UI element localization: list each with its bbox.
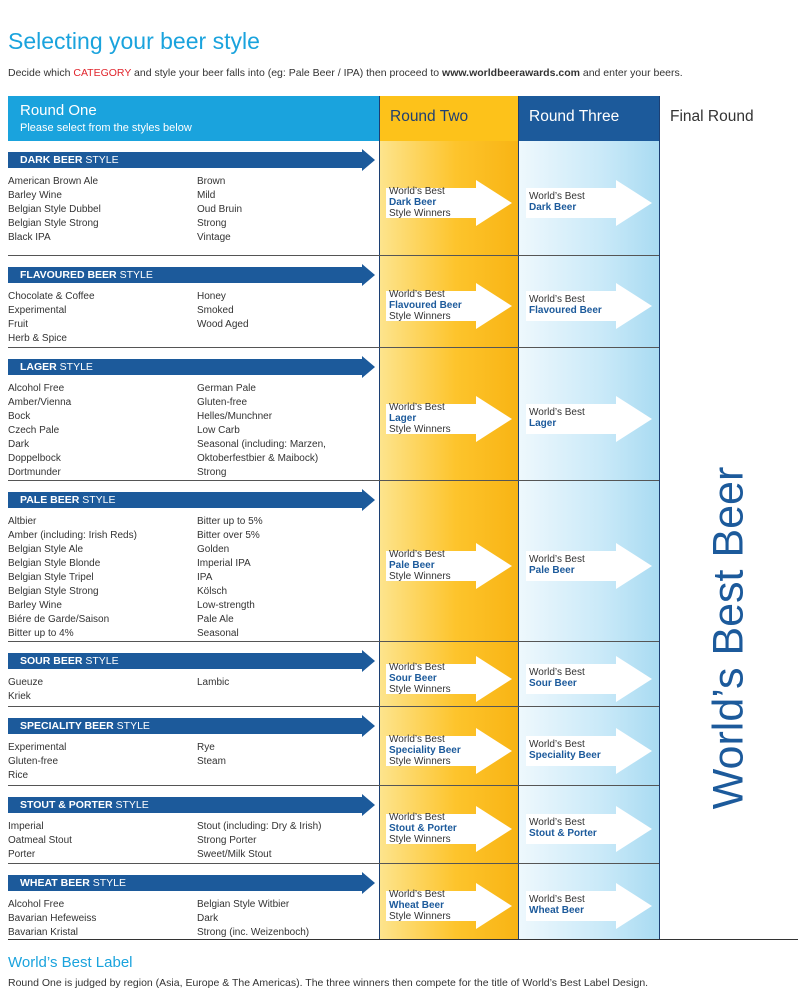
round-winner-name: Sour Beer [529,678,577,689]
final-round-text: World’s Best Beer [704,466,753,810]
style-item[interactable]: Golden [197,544,230,555]
style-list [197,515,263,641]
round-two-header [380,96,518,141]
style-item[interactable]: Imperial IPA [197,558,251,569]
style-item[interactable]: Gluten-free [8,756,59,767]
round-winner-name: Flavoured Beer [389,300,462,311]
style-header-bar [8,715,375,737]
beer-style-grid [8,96,798,940]
round-winner-name: Dark Beer [529,202,577,213]
style-header-bar [8,872,375,894]
round-label-line: Style Winners [389,311,451,322]
style-suffix: STYLE [113,720,150,732]
style-header-label [20,269,153,281]
style-item[interactable]: Low Carb [197,425,240,436]
style-item[interactable]: Czech Pale [8,425,60,436]
style-list [197,382,326,480]
round-winner-name: Dark Beer [389,197,437,208]
style-item[interactable]: Strong [197,218,227,229]
round-three-text [529,191,585,213]
style-item[interactable]: Steam [197,756,226,767]
round-winner-name: Wheat Beer [389,900,445,911]
round-two-text [389,186,451,219]
style-item[interactable]: Oud Bruin [197,204,243,215]
style-item[interactable]: Amber (including: Irish Reds) [8,530,137,541]
round-two-text [389,402,451,435]
round-label-line: World’s Best [389,662,445,673]
style-section [8,256,659,348]
round-one-header [8,96,379,141]
style-header-bar [8,149,375,171]
style-section [8,642,659,707]
style-item[interactable]: Stout (including: Dry & Irish) [197,821,322,832]
intro-post: and enter your beers. [579,67,683,79]
style-item[interactable]: IPA [197,572,213,583]
style-header-bar [8,264,375,286]
style-item[interactable]: Dortmunder [8,467,61,478]
style-item[interactable]: Gluten-free [197,397,248,408]
style-item[interactable]: Bitter up to 4% [8,628,74,639]
style-header-label [20,877,126,889]
round-two-text [389,289,462,322]
style-section [8,481,659,642]
style-list [197,290,249,332]
final-round-title: Final Round [670,108,754,125]
round-winner-name: Wheat Beer [529,905,585,916]
style-item[interactable]: Low-strength [197,600,255,611]
round-winner-name: Speciality Beer [529,750,601,761]
style-item[interactable]: Belgian Style Strong [8,586,99,597]
style-item[interactable]: Honey [197,291,226,302]
style-item[interactable]: Alcohol Free [8,899,65,910]
bottom-rule [8,939,798,940]
style-list [8,175,101,245]
style-header-bar [8,794,375,816]
style-item[interactable]: Mild [197,190,216,201]
style-item[interactable]: Oatmeal Stout [8,835,72,846]
style-item[interactable]: Brown [197,176,226,187]
style-item[interactable]: Smoked [197,305,234,316]
round-label-line: Style Winners [389,834,451,845]
style-section [8,141,659,256]
style-item[interactable]: Porter [8,849,36,860]
style-item[interactable]: Imperial [8,821,44,832]
style-item[interactable]: Belgian Style Blonde [8,558,101,569]
style-item[interactable]: Sweet/Milk Stout [197,849,272,860]
style-section [8,786,659,864]
round-label-line: World’s Best [529,894,585,905]
style-item[interactable]: Amber/Vienna [8,397,72,408]
round-label-line: World’s Best [389,889,445,900]
style-item[interactable]: Rice [8,770,29,781]
intro-text [8,67,683,79]
round-label-line: World’s Best [529,294,585,305]
round-label-line: World’s Best [389,402,445,413]
round-three-text [529,667,585,689]
label-section-text: Round One is judged by region (Asia, Europe & The Americas). The three winners then compete for the title of World’s Best Label Design. [8,977,649,989]
style-list [197,741,226,769]
style-item[interactable]: Experimental [8,305,67,316]
style-item[interactable]: Oktoberfestbier & Maibock) [197,453,319,464]
round-label-line: World’s Best [529,554,585,565]
style-section [8,864,659,940]
style-suffix: STYLE [116,269,153,281]
style-section [8,348,659,481]
round-three-text [529,739,601,761]
style-item[interactable]: Seasonal [197,628,239,639]
round-three-text [529,407,585,429]
style-header-bar [8,356,375,378]
style-item[interactable]: Belgian Style Tripel [8,572,94,583]
style-item[interactable]: Doppelbock [8,453,61,464]
intro-mid: and style your beer falls into (eg: Pale Beer / IPA) then proceed to [131,67,443,79]
round-label-line: World’s Best [529,191,585,202]
divider-line [659,96,660,940]
style-list [197,898,309,940]
style-item[interactable]: Strong [197,467,227,478]
style-list [8,820,72,862]
label-section-title: World’s Best Label [8,954,133,971]
style-item[interactable]: Belgian Style Ale [8,544,84,555]
round-two-title: Round Two [390,108,469,125]
round-one-subtitle: Please select from the styles below [20,122,192,134]
style-item[interactable]: Barley Wine [8,190,62,201]
style-item[interactable]: Dark [8,439,30,450]
style-list [8,898,96,940]
round-label-line: World’s Best [529,667,585,678]
style-suffix: STYLE [56,361,93,373]
style-item[interactable]: Bavarian Kristal [8,927,79,938]
style-header-label [20,494,116,506]
round-label-line: World’s Best [529,407,585,418]
style-item[interactable]: German Pale [197,383,256,394]
round-label-line: World’s Best [389,812,445,823]
page-title: Selecting your beer style [8,28,260,54]
style-item[interactable]: Barley Wine [8,600,62,611]
round-winner-name: Flavoured Beer [529,305,602,316]
intro-category: CATEGORY [73,67,132,79]
style-item[interactable]: American Brown Ale [8,176,99,187]
intro-pre: Decide which [8,67,74,79]
style-item[interactable]: Belgian Style Strong [8,218,99,229]
round-winner-name: Stout & Porter [529,828,597,839]
round-three-header [519,96,659,141]
round-winner-name: Stout & Porter [389,823,457,834]
style-header-label [20,154,119,166]
round-label-line: World’s Best [389,289,445,300]
style-item[interactable]: Biére de Garde/Saison [8,614,110,625]
style-name: SOUR BEER [20,655,83,667]
style-item[interactable]: Bavarian Hefeweiss [8,913,97,924]
style-suffix: STYLE [82,154,119,166]
round-three-text [529,554,585,576]
style-header-label [20,361,93,373]
style-list [197,175,242,245]
style-suffix: STYLE [89,877,126,889]
style-item[interactable]: Wood Aged [197,319,249,330]
round-label-line: World’s Best [529,817,585,828]
style-header-label [20,799,149,811]
round-label-line: Style Winners [389,684,451,695]
style-item[interactable]: Vintage [197,232,231,243]
style-item[interactable]: Bock [8,411,31,422]
round-three-text [529,894,585,916]
round-two-text [389,549,451,582]
style-list [8,515,137,641]
round-three-text [529,817,597,839]
style-item[interactable]: Fruit [8,319,28,330]
style-name: STOUT & PORTER [20,799,113,811]
style-item[interactable]: Experimental [8,742,67,753]
style-name: PALE BEER [20,494,80,506]
style-item[interactable]: Belgian Style Witbier [197,899,290,910]
style-list [8,290,95,346]
style-item[interactable]: Altbier [8,516,37,527]
round-label-line: Style Winners [389,208,451,219]
intro-url[interactable]: www.worldbeerawards.com [442,67,580,79]
style-name: WHEAT BEER [20,877,90,889]
style-suffix: STYLE [112,799,149,811]
round-label-line: World’s Best [389,734,445,745]
style-header-label [20,720,150,732]
style-header-bar [8,650,375,672]
round-two-text [389,812,457,845]
style-item[interactable]: Herb & Spice [8,333,67,344]
round-label-line: Style Winners [389,756,451,767]
style-item[interactable]: Strong (inc. Weizenboch) [197,927,310,938]
style-suffix: STYLE [79,494,116,506]
final-round-header [660,96,798,141]
style-item[interactable]: Kölsch [197,586,228,597]
style-name: DARK BEER [20,154,83,166]
round-winner-name: Sour Beer [389,673,437,684]
style-item[interactable]: Pale Ale [197,614,234,625]
style-suffix: STYLE [82,655,119,667]
style-item[interactable]: Belgian Style Dubbel [8,204,101,215]
style-item[interactable]: Helles/Munchner [197,411,273,422]
style-item[interactable]: Bitter over 5% [197,530,260,541]
round-label-line: Style Winners [389,424,451,435]
round-label-line: Style Winners [389,571,451,582]
round-two-text [389,889,451,922]
style-item[interactable]: Rye [197,742,215,753]
style-list [197,676,229,690]
style-item[interactable]: Dark [197,913,219,924]
style-item[interactable]: Chocolate & Coffee [8,291,95,302]
style-section [8,707,659,786]
style-list [197,820,322,862]
style-item[interactable]: Bitter up to 5% [197,516,263,527]
style-header-bar [8,489,375,511]
style-list [8,676,43,704]
style-list [8,741,66,783]
round-winner-name: Pale Beer [389,560,435,571]
style-item[interactable]: Gueuze [8,677,44,688]
style-item[interactable]: Kriek [8,691,31,702]
round-winner-name: Lager [389,413,417,424]
style-name: LAGER [20,361,57,373]
style-header-label [20,655,119,667]
style-item[interactable]: Seasonal (including: Marzen, [197,439,326,450]
round-label-line: Style Winners [389,911,451,922]
style-item[interactable]: Lambic [197,677,230,688]
style-name: FLAVOURED BEER [20,269,117,281]
round-three-text [529,294,602,316]
round-winner-name: Lager [529,418,557,429]
round-label-line: World’s Best [529,739,585,750]
round-one-title: Round One [20,102,97,119]
round-three-title: Round Three [529,108,620,125]
round-two-text [389,662,451,695]
round-label-line: World’s Best [389,186,445,197]
style-item[interactable]: Alcohol Free [8,383,65,394]
round-two-text [389,734,461,767]
style-item[interactable]: Black IPA [8,232,51,243]
round-winner-name: Speciality Beer [389,745,461,756]
round-winner-name: Pale Beer [529,565,575,576]
style-name: SPECIALITY BEER [20,720,114,732]
round-label-line: World’s Best [389,549,445,560]
style-item[interactable]: Strong Porter [197,835,257,846]
style-list [8,382,71,480]
